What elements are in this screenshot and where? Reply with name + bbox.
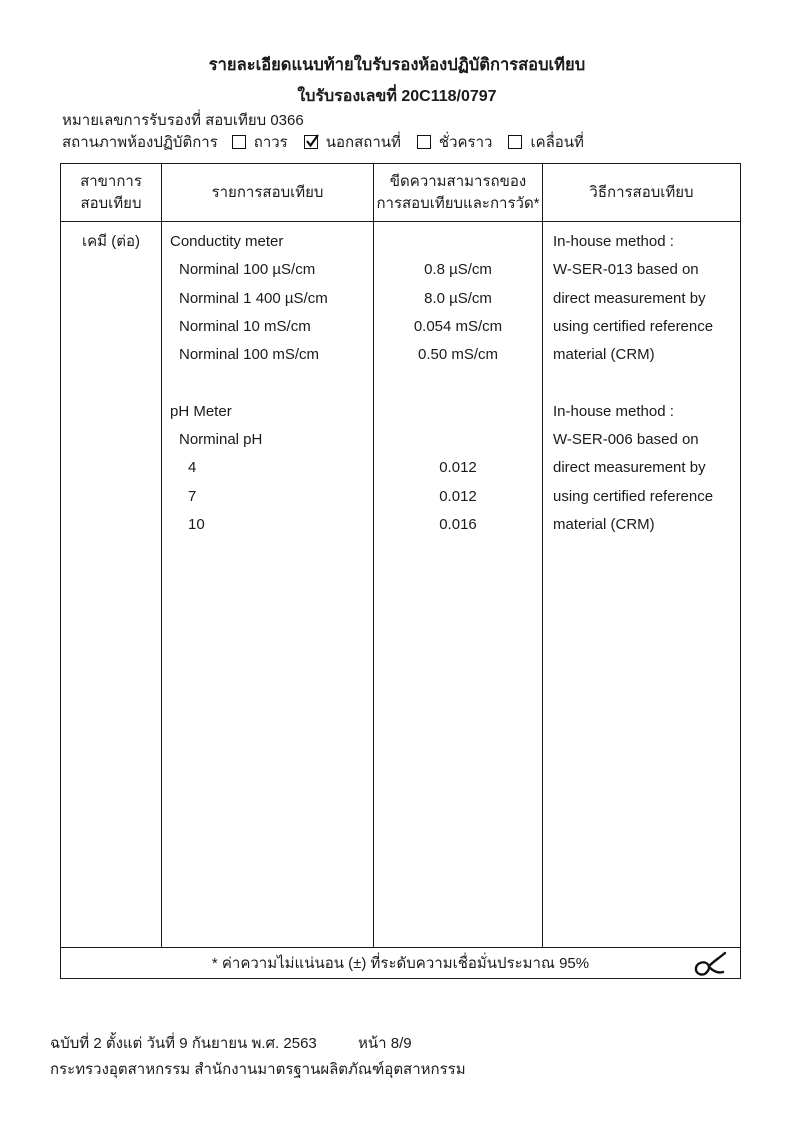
checkbox-checked-icon: [304, 135, 318, 149]
lab-status-option: [508, 130, 584, 154]
capability-cell: [374, 426, 542, 454]
method-cell: In-house method :: [553, 233, 674, 250]
uncertainty-footnote: * ค่าความไม่แน่นอน (±) ที่ระดับความเชื่อมั่นประมาณ 95%: [211, 955, 590, 972]
method-cell: material (CRM): [553, 515, 655, 533]
header-item: รายการสอบเทียบ: [162, 164, 374, 221]
document-title: รายละเอียดแนบท้ายใบรับรองห้องปฏิบัติการสอบเทียบ: [208, 56, 586, 74]
capability-cell: 0.50 mS/cm: [417, 346, 499, 364]
checkbox-unchecked-icon: [232, 135, 246, 149]
header-method: วิธีการสอบเทียบ: [589, 183, 694, 201]
lab-status-label: สถานภาพห้องปฏิบัติการ: [62, 134, 218, 151]
capability-cell: 0.012: [439, 487, 477, 505]
capability-cell: [374, 398, 542, 426]
item-column: [162, 222, 374, 947]
item-cell: pH Meter: [170, 402, 232, 420]
capability-cell: 0.012: [439, 459, 477, 477]
item-cell: [162, 369, 373, 397]
lab-status-option-label: เคลื่อนที่: [530, 134, 584, 151]
lab-status-option: [417, 130, 493, 154]
lab-status-option-label: นอกสถานที่: [325, 134, 401, 151]
method-cell: direct measurement by: [553, 459, 706, 477]
method-cell: using certified reference: [553, 487, 714, 505]
capability-cell: 0.8 µS/cm: [424, 261, 492, 279]
method-column: [543, 222, 740, 947]
checkbox-unchecked-icon: [417, 135, 431, 149]
capability-column: [374, 222, 543, 947]
item-cell: 10: [188, 515, 205, 533]
checkbox-unchecked-icon: [508, 135, 522, 149]
method-cell: using certified reference: [553, 317, 714, 335]
accreditation-number-line: หมายเลขการรับรองที่ สอบเทียบ 0366: [62, 112, 304, 129]
lab-status-line: [62, 130, 600, 154]
capability-cell: [374, 228, 542, 256]
method-cell: W-SER-006 based on: [553, 431, 699, 449]
capability-cell: 8.0 µS/cm: [424, 289, 492, 307]
capability-cell: 0.054 mS/cm: [413, 317, 503, 335]
item-cell: Norminal 100 µS/cm: [179, 261, 316, 279]
handwritten-initials-mark: [692, 949, 730, 983]
footer-organization-line: กระทรวงอุตสาหกรรม สำนักงานมาตรฐานผลิตภัณฑ์อุตสาหกรรม: [50, 1061, 466, 1078]
item-cell: Norminal pH: [179, 431, 263, 449]
item-cell: Norminal 10 mS/cm: [179, 317, 311, 335]
lab-status-option: [232, 130, 288, 154]
header-branch: สาขาการ สอบเทียบ: [61, 164, 162, 221]
calibration-table: [60, 163, 741, 979]
header-capability: ขีดความสามารถของ การสอบเทียบและการวัด*: [374, 164, 543, 221]
item-cell: Norminal 1 400 µS/cm: [179, 289, 328, 307]
item-cell: Norminal 100 mS/cm: [179, 346, 320, 364]
footer-page-number: หน้า 8/9: [358, 1035, 412, 1052]
table-body: [61, 222, 740, 947]
lab-status-option-label: ถาวร: [253, 134, 288, 151]
method-cell: direct measurement by: [553, 289, 706, 307]
method-cell: W-SER-013 based on: [553, 261, 699, 279]
item-cell: 7: [188, 487, 197, 505]
table-footnote-row: [61, 947, 740, 978]
branch-cell: เคมี (ต่อ): [82, 233, 140, 250]
item-cell: 4: [188, 459, 197, 477]
method-cell: In-house method :: [553, 402, 674, 420]
branch-column: [61, 222, 162, 947]
footer-revision-line: ฉบับที่ 2 ตั้งแต่ วันที่ 9 กันยายน พ.ศ. 2563: [50, 1035, 317, 1052]
certificate-number-title: ใบรับรองเลขที่ 20C118/0797: [297, 88, 497, 105]
method-cell: material (CRM): [553, 346, 655, 364]
table-header-row: [61, 164, 740, 222]
item-cell: Conductity meter: [170, 233, 284, 250]
capability-cell: [374, 369, 542, 397]
lab-status-option-label: ชั่วคราว: [438, 134, 493, 151]
lab-status-option: [304, 130, 401, 154]
capability-cell: 0.016: [439, 515, 477, 533]
method-cell: [543, 369, 740, 397]
